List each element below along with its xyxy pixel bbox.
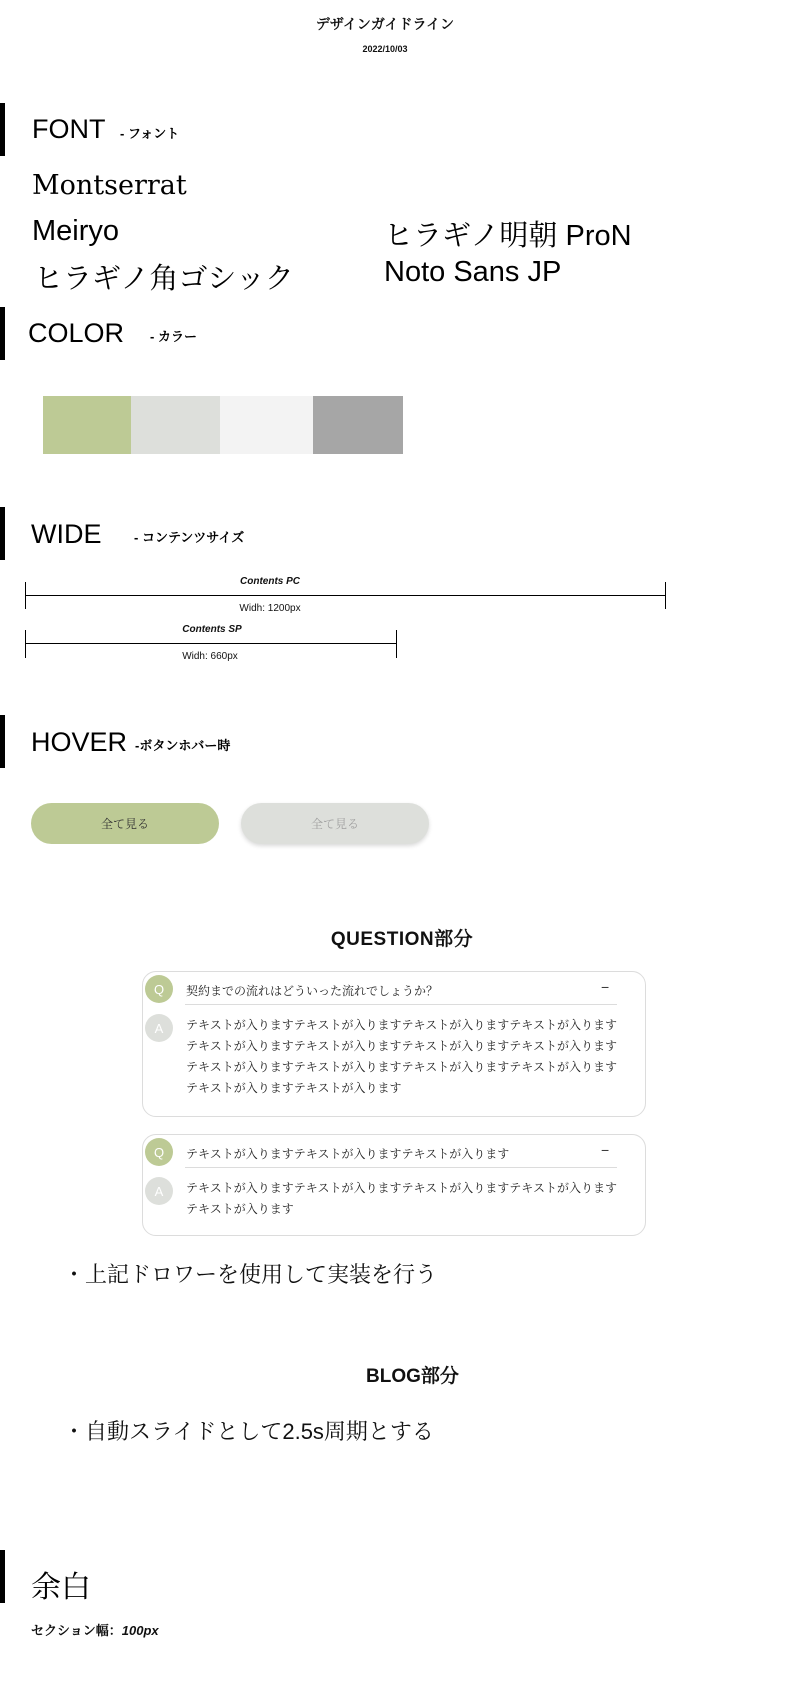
section-marker xyxy=(0,715,5,768)
view-all-button-hover[interactable]: 全て見る xyxy=(241,803,429,844)
section-spacing-label: セクション幅： xyxy=(31,1623,122,1638)
color-swatch-off-white xyxy=(220,396,313,454)
answer-badge: A xyxy=(145,1177,173,1205)
question-badge: Q xyxy=(145,975,173,1003)
color-section-subtitle: - カラー xyxy=(150,329,197,344)
faq-divider xyxy=(185,1167,617,1168)
spacing-section-title: 余白 xyxy=(31,1571,91,1604)
section-spacing-spec xyxy=(31,1620,159,1639)
faq-divider xyxy=(185,1004,617,1005)
contents-pc-width: Widh: 1200px xyxy=(239,603,301,614)
question-badge: Q xyxy=(145,1138,173,1166)
view-all-button-normal[interactable]: 全て見る xyxy=(31,803,219,844)
color-swatch-green xyxy=(43,396,131,454)
question-section-note: ・上記ドロワーを使用して実装を行う xyxy=(63,1262,438,1287)
font-sample-hiragino-kaku: ヒラギノ角ゴシック xyxy=(34,263,294,295)
contents-sp-width: Widh: 660px xyxy=(182,651,238,662)
document-date: 2022/10/03 xyxy=(362,44,408,54)
dimension-tick xyxy=(25,630,26,658)
section-marker xyxy=(0,507,5,560)
section-marker xyxy=(0,1550,5,1603)
section-spacing-value: 100px xyxy=(121,1623,159,1638)
color-swatch-gray xyxy=(313,396,403,454)
hover-section-title: HOVER xyxy=(31,727,128,757)
color-swatch-light-gray xyxy=(131,396,220,454)
answer-badge: A xyxy=(145,1014,173,1042)
faq-item xyxy=(142,1134,646,1236)
font-sample-meiryo: Meiryo xyxy=(32,215,120,247)
color-section-title: COLOR xyxy=(28,318,125,348)
contents-pc-label: Contents PC xyxy=(240,576,300,587)
faq-item xyxy=(142,971,646,1117)
font-section-title: FONT xyxy=(32,114,106,144)
blog-section-title: BLOG部分 xyxy=(366,1366,459,1387)
blog-section-note: ・自動スライドとして2.5s周期とする xyxy=(63,1419,434,1444)
contents-sp-dimension-line xyxy=(25,643,397,644)
dimension-tick xyxy=(665,582,666,609)
hover-section-subtitle: -ボタンホバー時 xyxy=(135,738,231,753)
contents-pc-dimension-line xyxy=(25,595,666,596)
wide-section-title: WIDE xyxy=(31,519,102,549)
question-section-title: QUESTION部分 xyxy=(330,929,474,950)
section-marker xyxy=(0,307,5,360)
faq-question-text[interactable]: 契約までの流れはどういった流れでしょうか？ xyxy=(186,984,439,998)
faq-answer-text: テキストが入りますテキストが入りますテキストが入りますテキストが入りますテキストが入りますテキストが入りますテキストが入りますテキストが入りますテキストが入りますテキストが入りますテキストが入りますテキストが入りますテキストが入りますテキストが入ります xyxy=(186,1018,618,1095)
font-sample-montserrat: Montserrat xyxy=(32,170,187,201)
faq-answer-text: テキストが入りますテキストが入りますテキストが入りますテキストが入りますテキストが入ります xyxy=(186,1181,618,1216)
dimension-tick xyxy=(396,630,397,658)
document-title: デザインガイドライン xyxy=(315,16,455,32)
font-sample-noto-sans: Noto Sans JP xyxy=(384,256,562,288)
contents-sp-label: Contents SP xyxy=(182,624,242,635)
wide-section-subtitle: - コンテンツサイズ xyxy=(134,530,245,545)
faq-question-text[interactable]: テキストが入りますテキストが入りますテキストが入ります xyxy=(186,1147,510,1161)
font-sample-hiragino-mincho: ヒラギノ明朝 ProN xyxy=(384,220,632,252)
collapse-toggle-icon[interactable]: − xyxy=(601,1142,610,1158)
font-section-subtitle: - フォント xyxy=(120,126,180,141)
collapse-toggle-icon[interactable]: − xyxy=(601,979,610,995)
section-marker xyxy=(0,103,5,156)
